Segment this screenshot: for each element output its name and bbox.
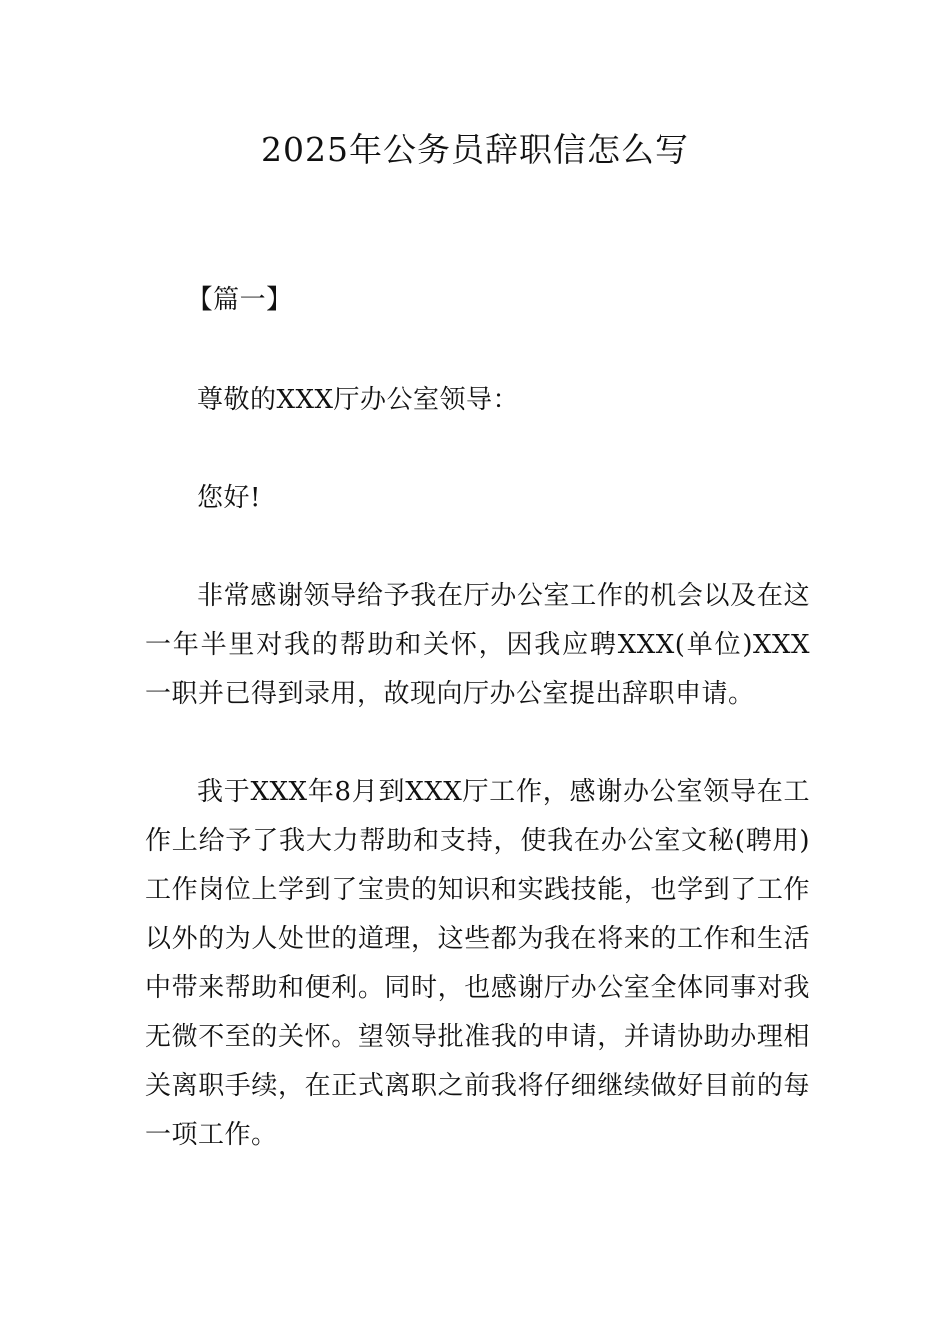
document-title: 2025年公务员辞职信怎么写 bbox=[261, 130, 689, 169]
section-label: 【篇一】 bbox=[186, 285, 293, 315]
body-paragraph: 我于XXX年8月到XXX厅工作，感谢办公室领导在工作上给予了我大力帮助和支持，使我在办公室文秘(聘用)工作岗位上学到了宝贵的知识和实践技能，也学到了工作以外的为人处世的道理，这些都为我在将来的工作和生活中带来帮助和便利。同时，也感谢厅办公室全体同事对我无微不至的关怀。望领导批准我的申请，并请协助办理相关离职手续，在正式离职之前我将仔细继续做好目前的每一项工作。 bbox=[145, 777, 810, 1150]
salutation: 尊敬的XXX厅办公室领导： bbox=[197, 385, 520, 415]
greeting: 您好! bbox=[197, 483, 261, 513]
body-paragraph: 非常感谢领导给予我在厅办公室工作的机会以及在这一年半里对我的帮助和关怀，因我应聘XXX(单位)XXX一职并已得到录用，故现向厅办公室提出辞职申请。 bbox=[145, 581, 810, 709]
